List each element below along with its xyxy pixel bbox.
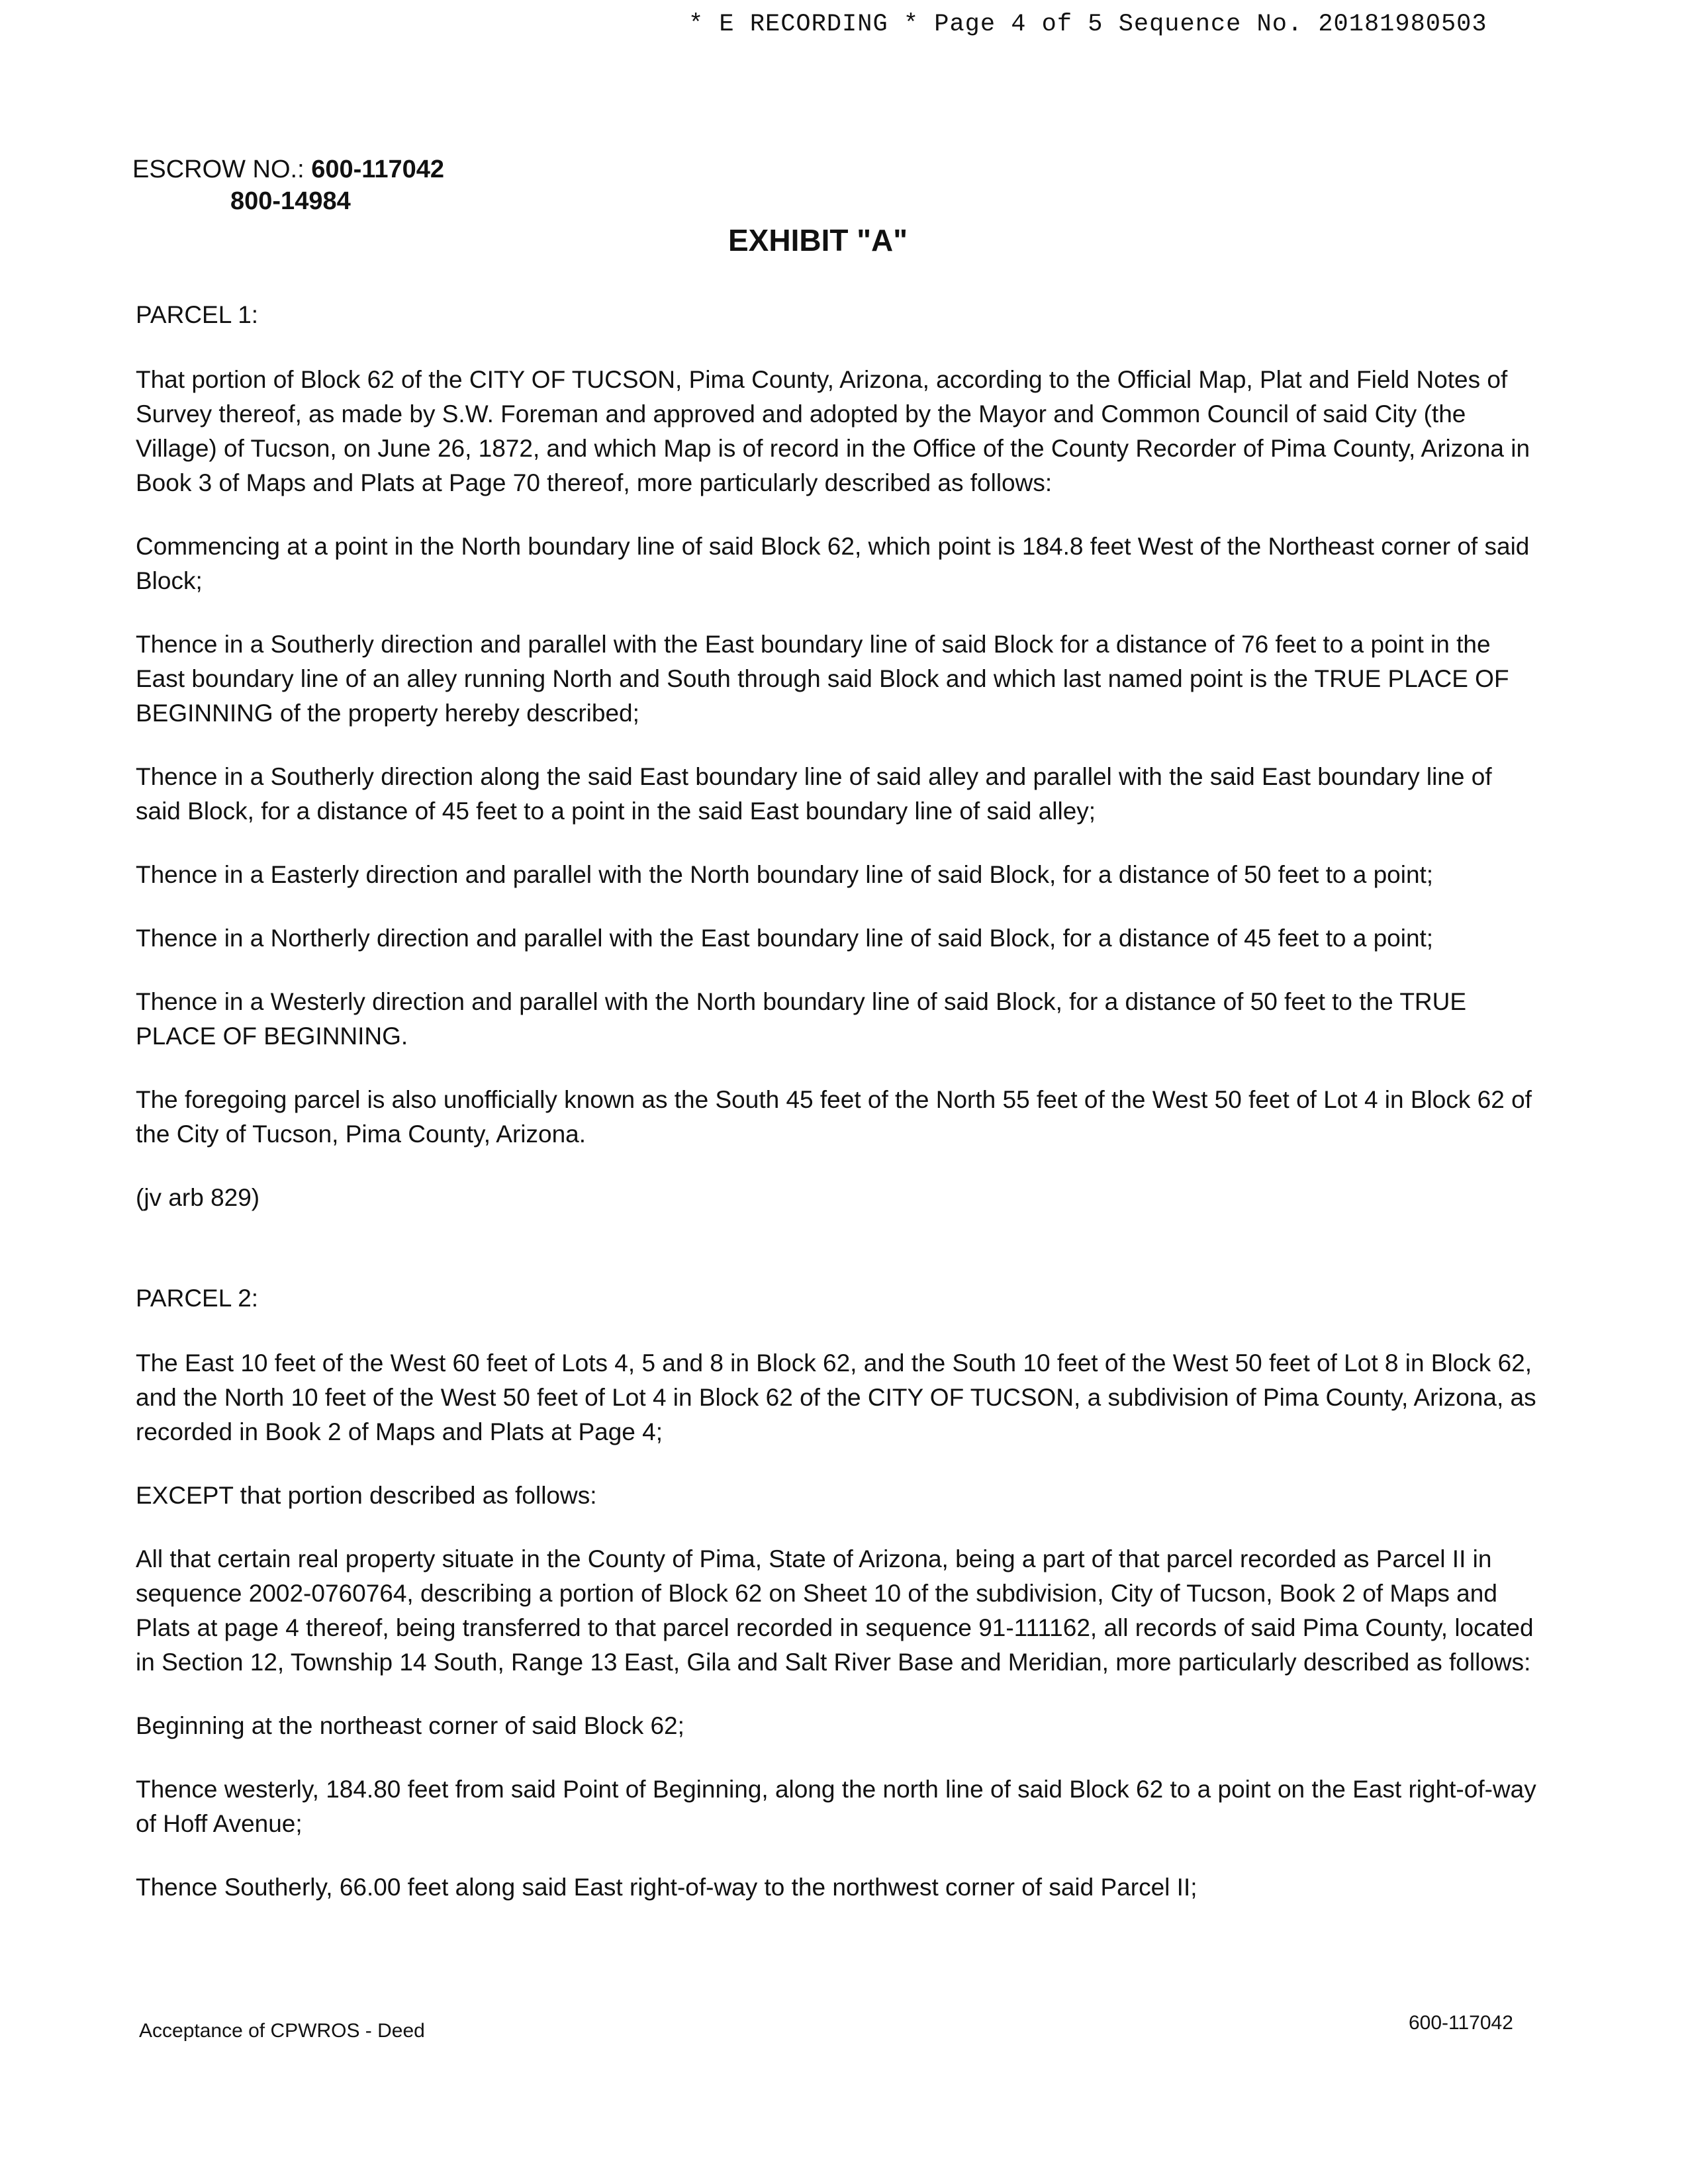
parcel-1-course-5: Thence in a Westerly direction and parallel with the North boundary line of said Block, for a distance of 50 feet to the TRUE PLACE OF BEGINNING.: [136, 988, 1467, 1050]
escrow-line-1: [132, 154, 444, 185]
parcel-1-course-2: Thence in a Southerly direction along the said East boundary line of said alley and parallel with the said East boundary line of said Block, for a distance of 45 feet to a point in the said East boundary line of said alley;: [136, 763, 1492, 825]
parcel-2-course-2: Thence Southerly, 66.00 feet along said East right-of-way to the northwest corner of said Parcel II;: [136, 1874, 1197, 1901]
parcel-2-course-1: Thence westerly, 184.80 feet from said Point of Beginning, along the north line of said Block 62 to a point on the East right-of-way of Hoff Avenue;: [136, 1776, 1536, 1837]
parcel-1-course-1: Thence in a Southerly direction and parallel with the East boundary line of said Block for a distance of 76 feet to a point in the East boundary line of an alley running North and South through said Block and which last named point is the TRUE PLACE OF BEGINNING of the property hereby described;: [136, 631, 1509, 727]
parcel-2-description: The East 10 feet of the West 60 feet of Lots 4, 5 and 8 in Block 62, and the South 10 feet of the West 50 feet of Lot 8 in Block 62, and the North 10 feet of the West 50 feet of Lot 4 in Block 62 of the CITY OF TUCSON, a subdivision of Pima County, Arizona, as recorded in Book 2 of Maps and Plats at Page 4;: [136, 1349, 1536, 1445]
parcel-1-commencing: Commencing at a point in the North boundary line of said Block 62, which point is 184.8 feet West of the Northeast corner of said Block;: [136, 533, 1530, 594]
parcel-2-heading: PARCEL 2:: [136, 1285, 259, 1312]
recording-header: * E RECORDING * Page 4 of 5 Sequence No. 20181980503: [688, 11, 1487, 38]
parcel-1-course-3: Thence in a Easterly direction and parallel with the North boundary line of said Block, for a distance of 50 feet to a point;: [136, 861, 1434, 888]
footer-escrow-number: 600-117042: [1409, 2012, 1513, 2034]
parcel-1-course-4: Thence in a Northerly direction and parallel with the East boundary line of said Block, for a distance of 45 feet to a point;: [136, 925, 1434, 952]
escrow-number-1: 600-117042: [311, 156, 444, 183]
parcel-2-except-description: All that certain real property situate in the County of Pima, State of Arizona, being a part of that parcel recorded as Parcel II in sequence 2002-0760764, describing a portion of Block 62 on Sheet 10 of the subdivision, City of Tucson, Book 2 of Maps and Plats at page 4 thereof, being transferred to that parcel recorded in sequence 91-111162, all records of said Pima County, located in Section 12, Township 14 South, Range 13 East, Gila and Salt River Base and Meridian, more particularly described as follows:: [136, 1545, 1534, 1676]
footer-document-title: Acceptance of CPWROS - Deed: [139, 2020, 425, 2042]
exhibit-title: EXHIBIT "A": [728, 223, 908, 257]
parcel-1-unofficial-description: The foregoing parcel is also unofficially known as the South 45 feet of the North 55 feet of the West 50 feet of Lot 4 in Block 62 of the City of Tucson, Pima County, Arizona.: [136, 1086, 1532, 1148]
parcel-1-heading: PARCEL 1:: [136, 301, 259, 328]
escrow-label: ESCROW NO.:: [132, 156, 312, 183]
legal-description: [136, 298, 1539, 1934]
parcel-1-reference: (jv arb 829): [136, 1184, 260, 1211]
parcel-2-except-heading: EXCEPT that portion described as follows:: [136, 1482, 597, 1509]
parcel-2-beginning: Beginning at the northeast corner of said Block 62;: [136, 1712, 684, 1739]
escrow-block: [132, 154, 444, 217]
parcel-1-intro: That portion of Block 62 of the CITY OF TUCSON, Pima County, Arizona, according to the Official Map, Plat and Field Notes of Survey thereof, as made by S.W. Foreman and approved and adopted by the Mayor and Common Council of said City (the Village) of Tucson, on June 26, 1872, and which Map is of record in the Office of the County Recorder of Pima County, Arizona in Book 3 of Maps and Plats at Page 70 thereof, more particularly described as follows:: [136, 366, 1530, 496]
escrow-number-2: 800-14984: [230, 187, 351, 215]
